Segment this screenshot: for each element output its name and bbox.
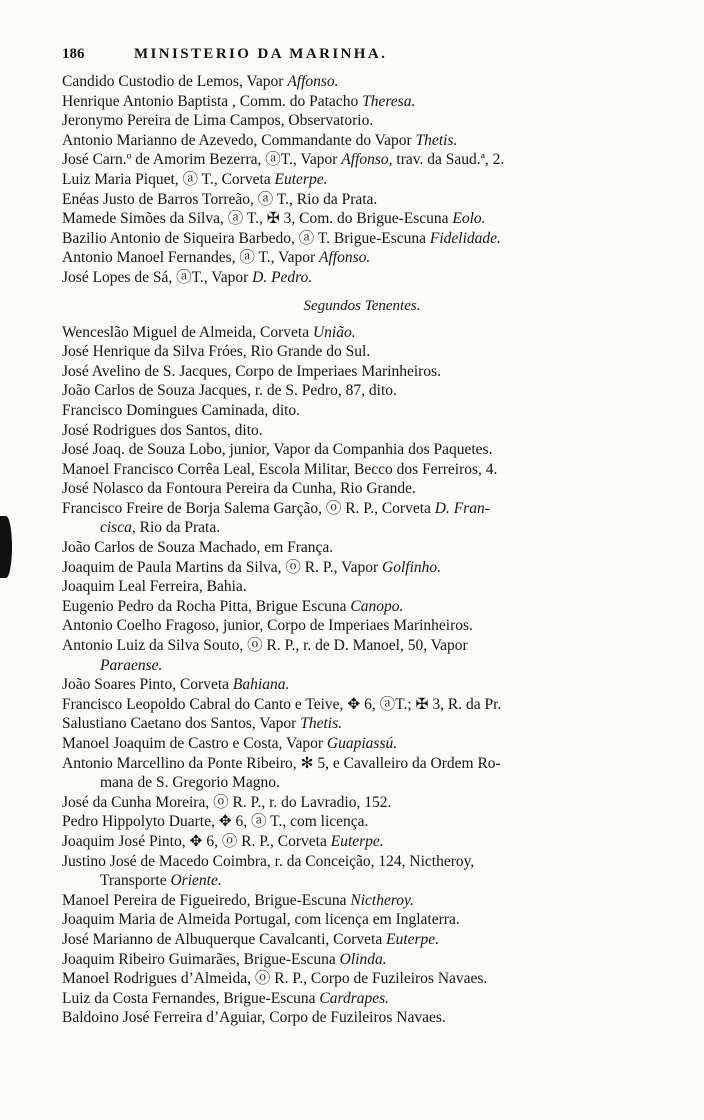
list-item: Luiz Maria Piquet, ⓐ T., Corveta Euterpe. bbox=[62, 170, 328, 188]
list-item: Francisco Freire de Borja Salema Garção, ⓞ R. P., Corveta D. Fran- cisca, Rio da Prata. bbox=[62, 499, 490, 537]
list-item: Salustiano Caetano dos Santos, Vapor Thetis. bbox=[62, 715, 343, 733]
list-item: Jeronymo Pereira de Lima Campos, Observatorio. bbox=[62, 112, 374, 130]
list-item: José Avelino de S. Jacques, Corpo de Imperiaes Marinheiros. bbox=[62, 362, 441, 380]
segundos-tenentes-list bbox=[62, 323, 662, 1028]
list-item: José Carn.º de Amorim Bezerra, ⓐT., Vapor Affonso, trav. da Saud.ª, 2. bbox=[62, 151, 505, 169]
list-item: José Rodrigues dos Santos, dito. bbox=[62, 421, 263, 439]
list-item: Joaquim de Paula Martins da Silva, ⓞ R. P., Vapor Golfinho. bbox=[62, 558, 442, 576]
list-item: Enéas Justo de Barros Torreão, ⓐ T., Rio da Prata. bbox=[62, 190, 378, 208]
primeiros-tenentes-list bbox=[62, 72, 662, 288]
list-item: João Carlos de Souza Machado, em França. bbox=[62, 539, 334, 557]
list-item: Antonio Marianno de Azevedo, Commandante do Vapor Thetis. bbox=[62, 131, 458, 149]
running-title: MINISTERIO DA MARINHA. bbox=[134, 46, 388, 62]
list-item: Manoel Joaquim de Castro e Costa, Vapor Guapiassú. bbox=[62, 735, 398, 752]
page-header bbox=[62, 46, 662, 70]
list-item: Joaquim Ribeiro Guimarães, Brigue-Escuna Olinda. bbox=[62, 950, 387, 968]
list-item: Joaquim José Pinto, ✥ 6, ⓞ R. P., Corveta Euterpe. bbox=[62, 832, 384, 850]
list-item: Manoel Rodrigues d’Almeida, ⓞ R. P., Corpo de Fuzileiros Navaes. bbox=[62, 970, 488, 988]
list-item: João Soares Pinto, Corveta Bahiana. bbox=[62, 676, 290, 694]
list-item: José Marianno de Albuquerque Cavalcanti, Corveta Euterpe. bbox=[62, 930, 440, 948]
list-item: Antonio Coelho Fragoso, junior, Corpo de Imperiaes Marinheiros. bbox=[62, 617, 473, 635]
list-item: José Nolasco da Fontoura Pereira da Cunha, Rio Grande. bbox=[62, 480, 416, 498]
list-item: Bazilio Antonio de Siqueira Barbedo, ⓐ T. Brigue-Escuna Fidelidade. bbox=[62, 229, 501, 247]
list-item: Mamede Simões da Silva, ⓐ T., ✠ 3, Com. do Brigue-Escuna Eolo. bbox=[62, 210, 486, 228]
list-item: Joaquim Leal Ferreira, Bahia. bbox=[62, 578, 247, 596]
section-heading: Segundos Tenentes. bbox=[303, 297, 421, 314]
list-item: José Lopes de Sá, ⓐT., Vapor D. Pedro. bbox=[62, 268, 313, 286]
list-item: José da Cunha Moreira, ⓞ R. P., r. do Lavradio, 152. bbox=[62, 793, 392, 811]
list-item: Candido Custodio de Lemos, Vapor Affonso. bbox=[62, 73, 339, 90]
list-item: Francisco Leopoldo Cabral do Canto e Teive, ✥ 6, ⓐT.; ✠ 3, R. da Pr. bbox=[62, 695, 502, 713]
list-item: Baldoino José Ferreira d’Aguiar, Corpo de Fuzileiros Navaes. bbox=[62, 1009, 446, 1027]
list-item: Manoel Francisco Corrêa Leal, Escola Militar, Becco dos Ferreiros, 4. bbox=[62, 460, 498, 478]
list-item: José Henrique da Silva Fróes, Rio Grande do Sul. bbox=[62, 343, 371, 361]
list-item: Justino José de Macedo Coimbra, r. da Conceição, 124, Nictheroy, Transporte Oriente. bbox=[62, 852, 475, 890]
book-page bbox=[62, 46, 662, 1028]
list-item: João Carlos de Souza Jacques, r. de S. Pedro, 87, dito. bbox=[62, 382, 397, 400]
list-item: Luiz da Costa Fernandes, Brigue-Escuna Cardrapes. bbox=[62, 989, 390, 1007]
list-item: Manoel Pereira de Figueiredo, Brigue-Escuna Nictheroy. bbox=[62, 891, 414, 909]
list-item: Antonio Manoel Fernandes, ⓐ T., Vapor Affonso. bbox=[62, 249, 371, 267]
list-item: Pedro Hippolyto Duarte, ✥ 6, ⓐ T., com licença. bbox=[62, 813, 369, 831]
list-item: Francisco Domingues Caminada, dito. bbox=[62, 401, 301, 419]
list-item: Antonio Marcellino da Ponte Ribeiro, ✻ 5, e Cavalleiro da Ordem Ro- mana de S. Gregorio Magno. bbox=[62, 754, 501, 792]
list-item: Joaquim Maria de Almeida Portugal, com licença em Inglaterra. bbox=[62, 911, 460, 929]
page-number: 186 bbox=[62, 46, 85, 62]
page-edge-shadow bbox=[0, 516, 12, 578]
list-item: José Joaq. de Souza Lobo, junior, Vapor da Companhia dos Paquetes. bbox=[62, 441, 493, 459]
list-item: Henrique Antonio Baptista , Comm. do Patacho Theresa. bbox=[62, 92, 416, 110]
list-item: Wenceslão Miguel de Almeida, Corveta União. bbox=[62, 323, 356, 341]
list-item: Antonio Luiz da Silva Souto, ⓞ R. P., r. de D. Manoel, 50, Vapor Paraense. bbox=[62, 637, 468, 674]
list-item: Eugenio Pedro da Rocha Pitta, Brigue Escuna Canopo. bbox=[62, 597, 404, 615]
